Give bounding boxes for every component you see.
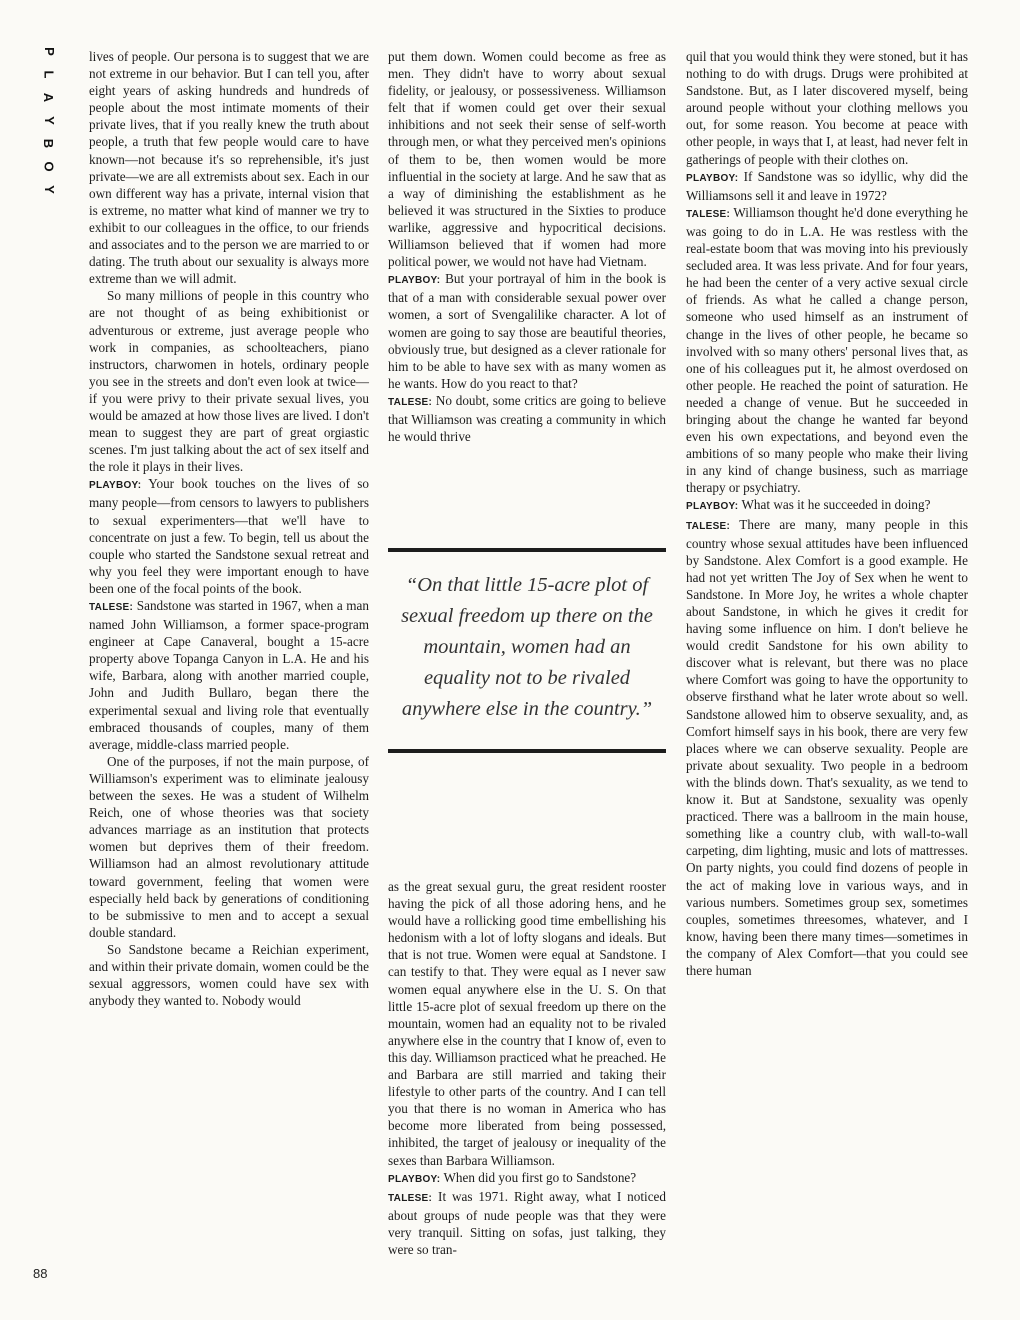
speaker-label: TALESE: [686,208,731,220]
speaker-label: TALESE: [686,520,731,532]
interview-paragraph [89,597,369,753]
interview-paragraph [89,475,369,597]
paragraph-text: One of the purposes, if not the main purpose, of Williamson's experiment was to eliminate jealousy between the sexes. He was a student of Wilhelm Reich, one of whose theories was that society advances marriage as an institution that protects women but deprives them of their freedom. Williamson had an almost revolutionary attitude toward government, feeling that women were especially held back by generations of conditioning to be submissive to men and to accept a sexual double standard. [89,753,369,940]
paragraph-text: Your book touches on the lives of so many people—from censors to lawyers to publishers to sexual experimenters—that we'll have to concentrate on just a few. To begin, tell us about the couple who started the Sandstone sexual retreat and why you feel they were important enough to have been one of the focal points of the book. [89,476,370,596]
column-2-top [388,48,666,445]
speaker-label: TALESE: [89,602,134,613]
masthead-letter: Y [41,185,57,194]
paragraph-text: Williamson thought he'd done everything he was going to do in L.A. He was restless with the real-estate boom that was moving into his previously secluded area. It was less private. And for four years, he had been the center of a very active sexual circle of friends. As what he called a change person, someone who used himself as an instrument of change in the lives of other people, he became so involved with so many others' personal lives that, as one of his colleagues put it, he almost overdosed on other people. He reached the point of saturation. He needed a change of venue. But he succeeded in bringing about the change he wanted far beyond even his own expectations, and beyond even the ambitions of so many people who make their living in any kind of change business, such as marriage therapy or psychiatry. [686,204,968,496]
masthead-letter: B [41,138,57,149]
body-paragraph [89,941,369,1009]
interview-paragraph [388,1169,666,1188]
paragraph-text: There are many, many people in this country whose sexual attitudes have been influenced by Sandstone. Alex Comfort is a good example. He had not yet written The Joy of Sex when he went to Sandstone. In More Joy, he writes a whole chapter about Sandstone, in which he gives it credit for having some influence on him. I don't believe he would credit Sandstone for his own ability to discover what is relevant, but there was no place where Comfort was going to have the opportunity to observe firsthand what he later wrote about so well. Sandstone allowed him to observe sexuality, and, as Comfort himself says in his book, there are very few places where we can observe sexuality. People are private about sexuality. Two people in a bedroom with the blinds down. That's sexuality, as we tend to know it. But at Sandstone, sexuality was openly practiced. There was a ballroom in the main house, something like a country club, with wall-to-wall carpeting, dim lighting, music and lots of mattresses. On party nights, you could find dozens of people in the act of making love in various ways, and in various numbers. Sometimes group sex, sometimes couples, sometimes threesomes, whatever, and I know, having been there many times—sometimes in the company of Alex Comfort—that you could see there human [686,516,968,978]
interview-paragraph [388,270,666,392]
masthead-letter: A [41,92,57,103]
body-paragraph [686,48,968,168]
interview-paragraph [388,1188,666,1258]
interview-paragraph [388,392,666,445]
speaker-label: TALESE: [388,396,433,408]
paragraph-text: When did you first go to Sandstone? [443,1169,637,1185]
masthead-letter: Y [41,116,57,125]
paragraph-text: No doubt, some critics are going to believe that Williamson was creating a community in which he would thrive [388,392,666,445]
body-paragraph [89,753,369,941]
speaker-label: PLAYBOY: [89,480,142,492]
paragraph-text: put them down. Women could become as free as men. They didn't have to worry about sexual fidelity, or jealousy, or possessiveness. Williamson felt that if women could get over their sexual inhibitions and not seek their sense of self-worth through men, or what they perceived men's opinions of them to be, then women would be more influential in the society at large. And he saw that as a way of diminishing the establishment as he believed it was structured in the Sixties to produce warlike, aggressive and hypocritical decisions. Williamson believed that if women had more political power, we would not have had Vietnam. [388,49,666,270]
masthead-letter: P [41,47,57,56]
paragraph-text: What was it he succeeded in doing? [741,497,931,513]
interview-paragraph [686,168,968,204]
body-paragraph [388,48,666,270]
column-1 [89,48,369,1009]
paragraph-text: as the great sexual guru, the great resident rooster having the pick of all those adoring hens, and he would have a rollicking good time embellishing his hedonism with a lot of lofty slogans and ideals. But that is not true. Women were equal at Sandstone. I can testify to that. They were equal as I never saw women equal anywhere else in the U. S. On that little 15-acre plot of sexual freedom up there on the mountain, women had an equality not to be rivaled anywhere else in the country that I know of, even to this day. Williamson practiced what he preached. He and Barbara are still married and taking their lifestyle to other parts of the country. And I can tell you that there is no woman in America who has become more liberated from being possessed, inhibited, the target of jealousy or inequality of the sexes than Barbara Williamson. [388,879,666,1168]
body-paragraph [89,48,369,287]
speaker-label: PLAYBOY: [686,501,739,513]
paragraph-text: But your portrayal of him in the book is that of a man with considerable sexual power over women, a sort of Svengalilike character. A lot of women are going to say those are beautiful theories, obviously true, but designed as a clever rationale for him to be able to have sex with as many women as he wants. How do you react to that? [388,271,666,391]
paragraph-text: lives of people. Our persona is to suggest that we are not extreme in our behavior. But I can tell you, after eight years of asking hundreds and hundreds of people about the most intimate moments of their private lives, that if you really knew the truth about people, a truth that few people would care to have known—not because it's so reprehensible, it's just private—we are all extremists about sex. Each in our own different way has a private, internal vision that is extreme, no matter what kind of manner we try to exhibit to our colleagues in the office, to our friends and associates and to the person we are married to or dating. The truth about our sexuality is always more extreme than we will admit. [89,49,369,287]
pull-quote-bottom-rule [388,749,666,753]
speaker-label: PLAYBOY: [686,172,739,184]
pull-quote [388,548,666,753]
pull-quote-text: “On that little 15-acre plot of sexual freedom up there on the mountain, women had an equality not to be rivaled anywhere else in the country.” [401,574,653,720]
paragraph-text: So Sandstone became a Reichian experiment, and within their private domain, women could be the sexual aggressors, women could have sex with anybody they wanted to. Nobody would [89,941,369,1009]
paragraph-text: It was 1971. Right away, what I noticed about groups of nude people was that they were very tranquil. Sitting on sofas, just talking, they were so tran- [388,1188,667,1257]
playboy-masthead [41,40,57,201]
paragraph-text: Sandstone was started in 1967, when a man named John Williamson, a former space-program engineer at Cape Canaveral, bought a 15-acre property above Topanga Canyon in L.A. He and his wife, Barbara, along with another married couple, John and Judith Bullaro, began there the experimental sexual and living role that eventually embraced thousands of couples, many of them average, middle-class married people. [89,598,369,752]
speaker-label: TALESE: [388,1192,433,1204]
masthead-letter: O [41,161,57,172]
interview-paragraph [686,496,968,515]
paragraph-text: If Sandstone was so idyllic, why did the Williamsons sell it and leave in 1972? [686,168,968,203]
paragraph-text: quil that you would think they were stoned, but it has nothing to do with drugs. Drugs were prohibited at Sandstone. But, as I later discovered myself, being around people without your clothing mellows you out, for some reason. You become at peace with other people, in ways that I, at least, had never felt in gatherings of people with their clothes on. [686,49,968,167]
column-2-bottom [388,878,666,1258]
interview-paragraph [686,516,968,980]
speaker-label: PLAYBOY: [388,1173,441,1185]
speaker-label: PLAYBOY: [388,275,441,287]
page-number: 88 [33,1266,48,1281]
column-3 [686,48,968,979]
paragraph-text: So many millions of people in this country who are not thought of as being exhibitionist or adventurous or extreme, just average people who work in companies, as schoolteachers, piano instructors, charwomen in hotels, ordinary people you see in the streets and don't even look at twice—if you were privy to their private sexual lives, you would be amazed at how those lives are lived. I don't mean to suggest they are part of great orgiastic scenes. I'm just talking about the act of sex itself and the role it plays in their lives. [89,288,369,475]
interview-paragraph [686,204,968,497]
masthead-letter: L [41,70,57,79]
body-paragraph [388,878,666,1169]
body-paragraph [89,287,369,475]
